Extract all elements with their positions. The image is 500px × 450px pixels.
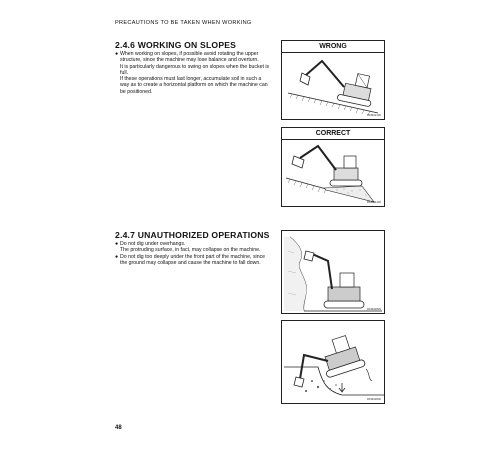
- excavator-digging-under-overhang-illustration: [282, 231, 386, 315]
- figure-label-wrong: WRONG: [282, 41, 384, 53]
- figure-code: RKM02830: [367, 397, 381, 401]
- bullet-text: When working on slopes, if possible avoid rotating the upper structure, since the machine may lose balance and overturn.: [120, 51, 259, 64]
- section-title-working-on-slopes: 2.4.6 WORKING ON SLOPES: [115, 40, 237, 50]
- excavator-digging-too-deep-illustration: [282, 321, 386, 405]
- bullet-item: [115, 254, 272, 267]
- figure-digging-under-front: [281, 320, 385, 404]
- paragraph: It is particularly dangerous to swing on slopes when the bucket is full.: [120, 63, 270, 76]
- bullet-dot-icon: ●: [115, 51, 119, 57]
- page-header: PRECAUTIONS TO BE TAKEN WHEN WORKING: [115, 20, 252, 26]
- figure-correct: [281, 127, 385, 207]
- figure-code: RKM02820: [367, 307, 381, 311]
- section-text-unauthorized-operations: [115, 241, 272, 266]
- bullet-dot-icon: ●: [115, 253, 119, 260]
- excavator-on-slope-wrong-illustration: [282, 41, 386, 121]
- excavator-on-platform-correct-illustration: [282, 128, 386, 208]
- figure-wrong: [281, 40, 385, 120]
- bullet-item: [115, 51, 270, 64]
- figure-code: RKM02140: [367, 200, 381, 204]
- figure-label-correct: CORRECT: [282, 128, 384, 140]
- bullet-text: Do not dig under overhangs.: [120, 241, 186, 247]
- figure-overhang: [281, 230, 385, 314]
- section-text-working-on-slopes: [115, 51, 270, 95]
- bullet-text: Do not dig too deeply under the front part of the machine, since the ground may collapse and cause the machine to fall down.: [120, 253, 266, 266]
- paragraph: The protruding surface, in fact, may collapse on the machine.: [120, 247, 261, 254]
- page-number: 48: [115, 425, 122, 431]
- bullet-dot-icon: ●: [115, 241, 119, 247]
- figure-code: RKM02130: [367, 113, 381, 117]
- section-title-unauthorized-operations: 2.4.7 UNAUTHORIZED OPERATIONS: [115, 230, 270, 240]
- paragraph: If these operations must last longer, accumulate soil in such a way as to create a horizontal platform on which the machine can be positioned.: [120, 76, 268, 95]
